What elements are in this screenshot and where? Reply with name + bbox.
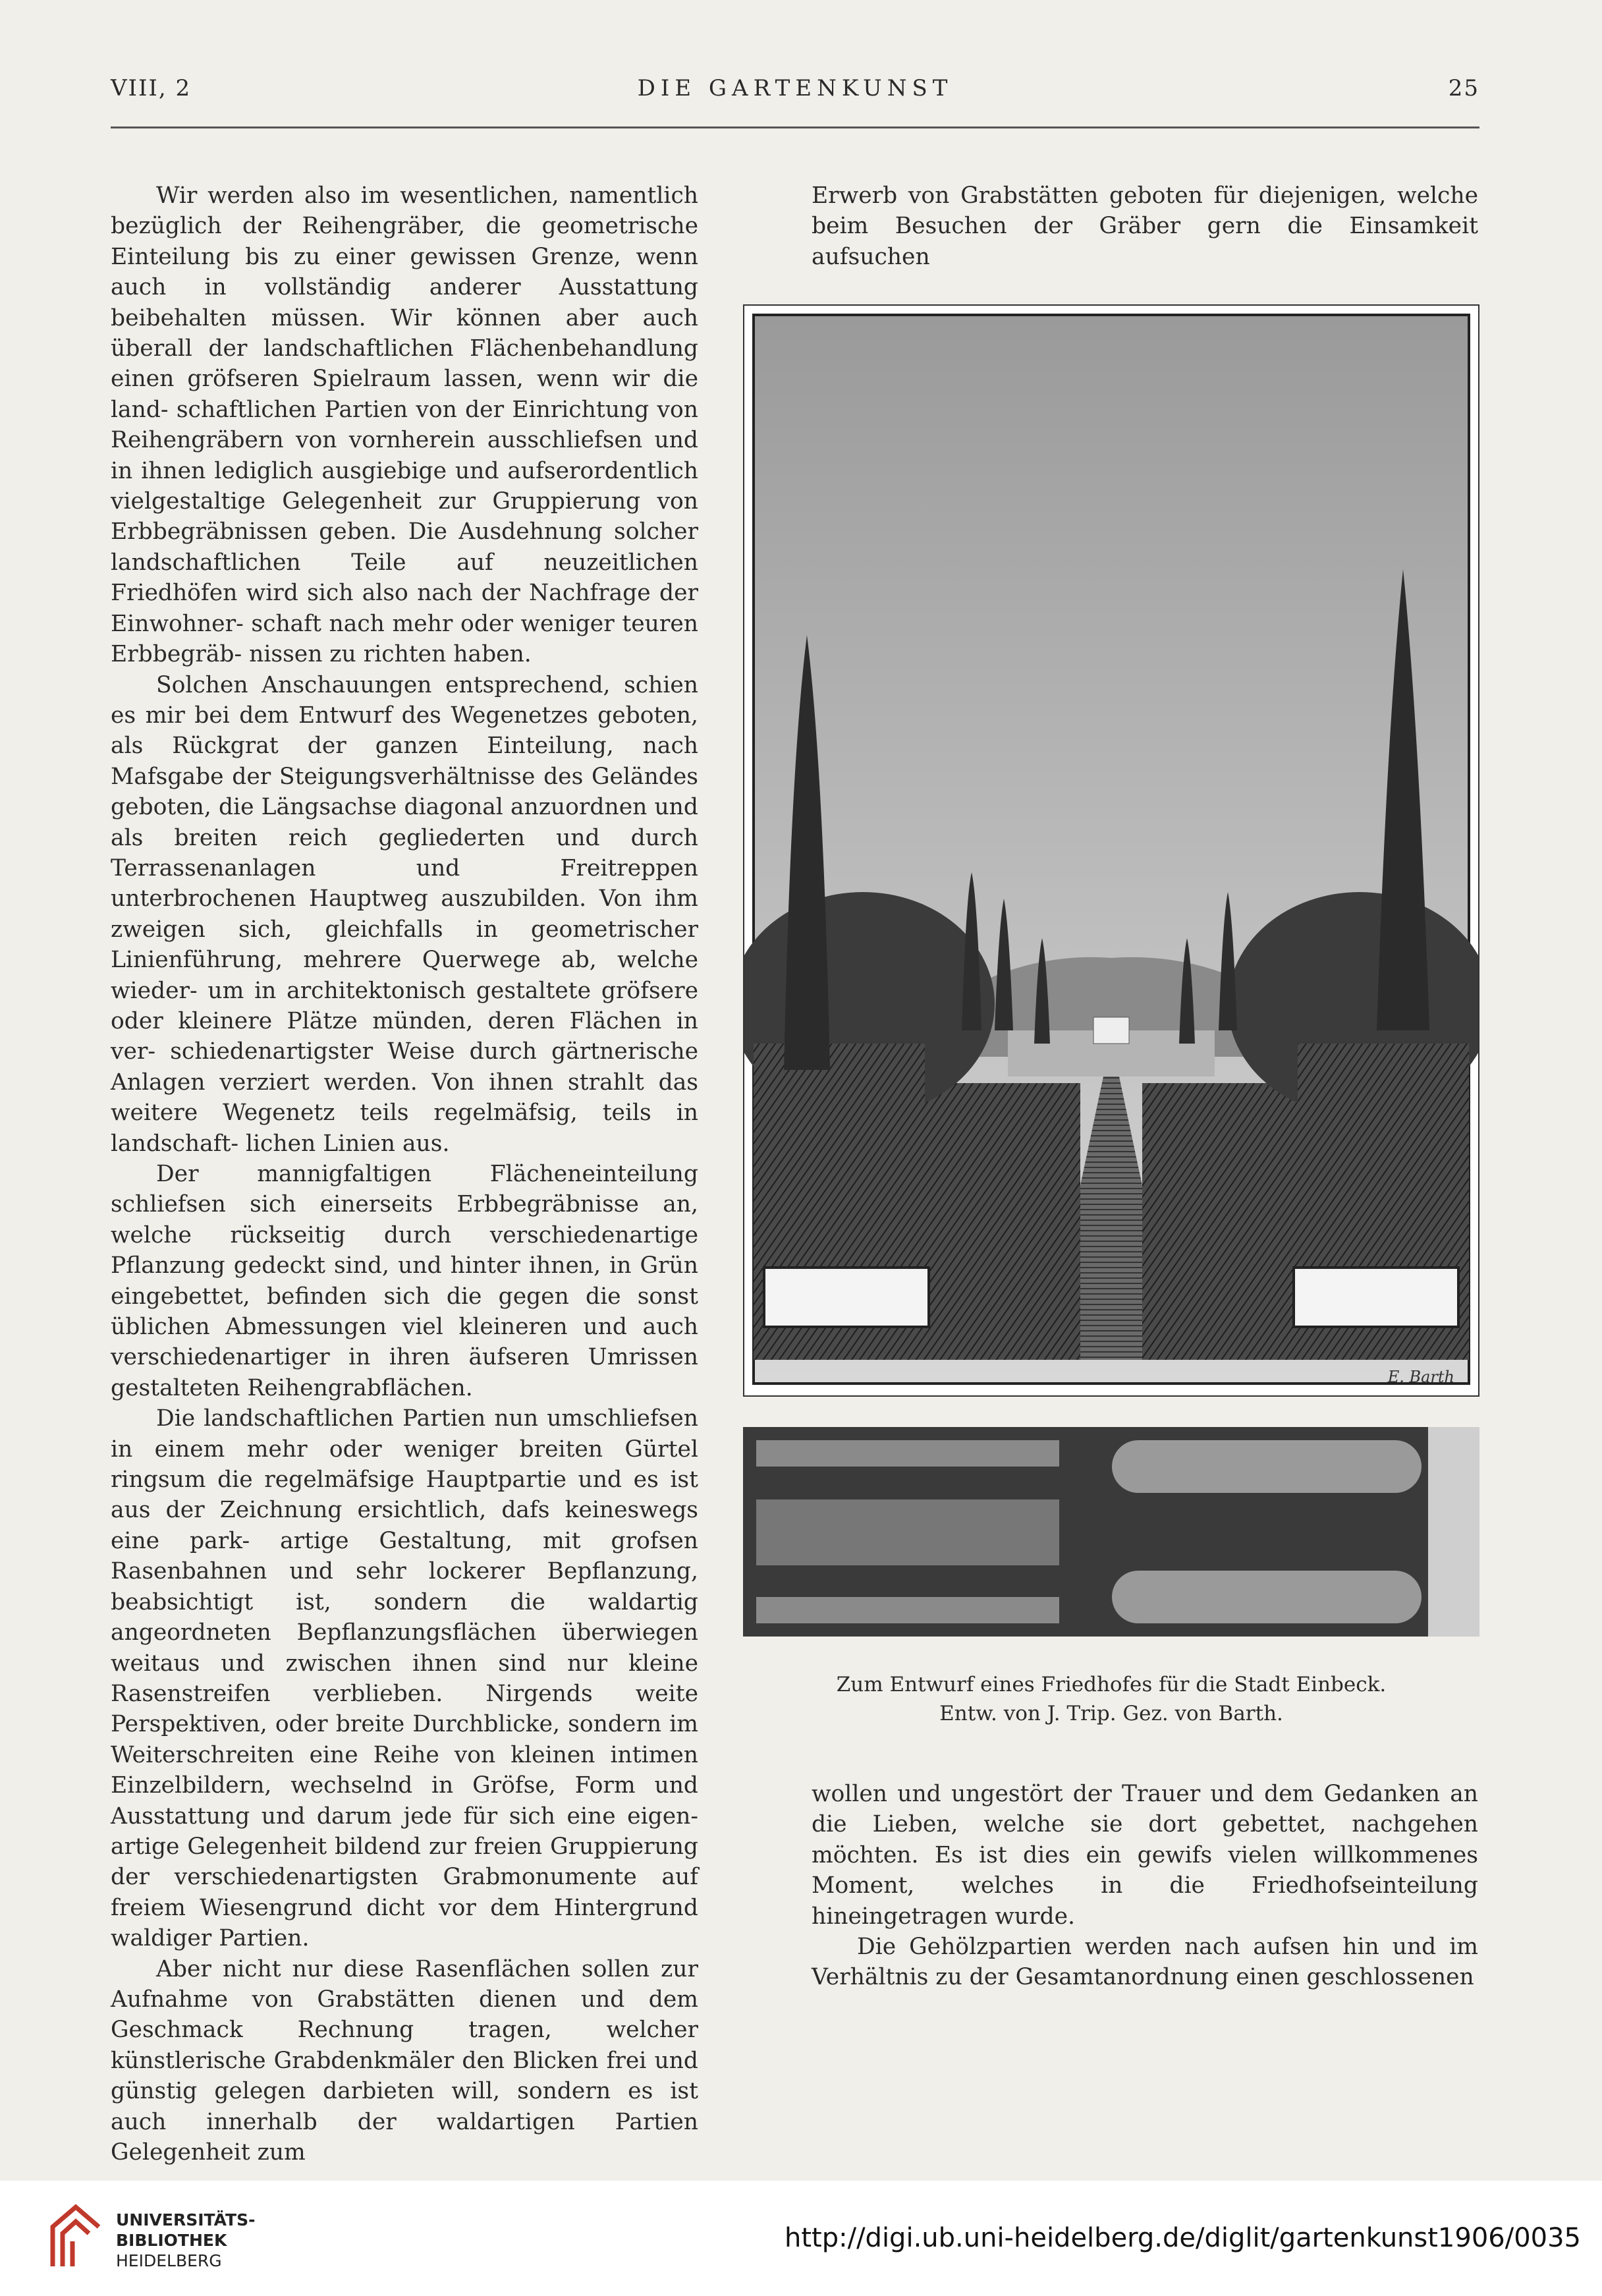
header-rule <box>111 126 1479 128</box>
paragraph: Solchen Anschauungen entsprechend, schien es mir bei dem Entwurf des Wegenetzes geboten, als Rückgrat der ganzen Einteilung, nach Mafsgabe der Steigungsverhältnisse des Geländes geboten, die Längsachse diagonal anzuordnen und als breiten reich gegliederten und durch Terrassenanlagen und Freitreppen unterbrochenen Hauptweg auszubilden. Von ihm zweigen sich, gleichfalls in geometrischer Linienführung, mehrere Querwege ab, welche wieder- um in architektonisch gestaltete gröfsere oder kleinere Plätze münden, deren Flächen in ver- schiedenartigster Weise durch gärtnerische Anlagen verziert werden. Von ihnen strahlt das weitere Wegenetz teils regelmäfsig, teils in landschaft- lichen Linien aus. <box>111 671 698 1157</box>
right-column-top <box>812 181 1478 272</box>
paragraph: Die Gehölzpartien werden nach aufsen hin und im Verhältnis zu der Gesamtanordnung einen geschlossenen <box>812 1934 1478 1991</box>
library-name-line: BIBLIOTHEK <box>116 2231 227 2250</box>
library-name-line: UNIVERSITÄTS- <box>116 2210 256 2229</box>
perspective-drawing <box>743 304 1479 1397</box>
library-city: HEIDELBERG <box>116 2251 222 2270</box>
page-header <box>111 75 1479 115</box>
caption-line: Zum Entwurf eines Friedhofes für die Stadt Einbeck. <box>836 1673 1387 1696</box>
library-footer <box>0 2181 1602 2296</box>
cemetery-perspective-illustration <box>744 306 1478 1395</box>
paragraph: wollen und ungestört der Trauer und dem Gedanken an die Lieben, welche sie dort gebettet, nachgehen möchten. Es ist dies ein gewifs vielen willkommenes Moment, welches in die Friedhofseinteilung hineingetragen wurde. <box>812 1781 1478 1930</box>
caption-credit: Entw. von J. Trip. Gez. von Barth. <box>939 1702 1283 1725</box>
paragraph: Wir werden also im wesentlichen, namentlich bezüglich der Reihengräber, die geometrische Einteilung bis zu einer gewissen Grenze, wenn auch in vollständig anderer Ausstattung beibehalten müssen. Wir können aber auch überall der landschaftlichen Flächenbehandlung einen gröfseren Spielraum lassen, wenn wir die land- schaftlichen Partien von der Einrichtung von Reihengräbern von vornherein ausschliefsen und in ihnen lediglich ausgiebige und aufserordentlich vielgestaltige Gelegenheit zur Gruppierung von Erbbegräbnissen geben. Die Ausdehnung solcher landschaftlichen Teile auf neuzeitlichen Friedhöfen wird sich also nach der Nachfrage der Einwohner- schaft nach mehr oder weniger teuren Erbbegräb- nissen zu richten haben. <box>111 182 698 668</box>
paragraph: Der mannigfaltigen Flächeneinteilung schliefsen sich einerseits Erbbegräbnisse an, welche rückseitig durch verschiedenartige Pflanzung gedeckt sind, und hinter ihnen, in Grün eingebettet, befinden sich die gegen die sonst üblichen Abmessungen viel kleineren und auch verschiedenartiger in ihren äufseren Umrissen gestalteten Reihengrabflächen. <box>111 1161 698 1401</box>
site-plan-strip <box>743 1427 1479 1637</box>
volume-number: VIII, 2 <box>111 75 192 101</box>
paragraph: Die landschaftlichen Partien nun umschliefsen in einem mehr oder weniger breiten Gürtel ringsum die regelmäfsige Hauptpartie und es ist aus der Zeichnung ersichtlich, dafs keineswegs eine park- artige Gestaltung, mit grofsen Rasenbahnen und sehr lockerer Bepflanzung, beabsichtigt ist, sondern die waldartig angeordneten Bepflanzungsflächen überwiegen weitaus und zwischen ihnen sind nur kleine Rasenstreifen verblieben. Nirgends weite Perspektiven, oder breite Durchblicke, sondern im Weiterschreiten eine Reihe von kleinen intimen Einzelbildern, wechselnd in Gröfse, Form und Ausstattung und darum jede für sich eine eigen- artige Gelegenheit bildend zur freien Gruppierung der verschiedenartigsten Grabmonumente auf freiem Wiesengrund dicht vor dem Hintergrund waldiger Partien. <box>111 1405 698 1952</box>
right-column-bottom <box>812 1779 1478 1993</box>
university-library-logo-icon <box>46 2200 105 2273</box>
paragraph-continuation: Erwerb von Grabstätten geboten für diejenigen, welche beim Besuchen der Gräber gern die Einsamkeit aufsuchen <box>812 182 1478 270</box>
library-name <box>116 2210 255 2271</box>
journal-title: DIE GARTENKUNST <box>637 75 953 101</box>
left-column <box>111 181 698 2168</box>
cemetery-figure <box>743 304 1479 1637</box>
artist-signature: E. Barth <box>1387 1368 1454 1386</box>
source-url-link[interactable]: http://digi.ub.uni-heidelberg.de/diglit/gartenkunst1906/0035 <box>785 2223 1581 2253</box>
paragraph: Aber nicht nur diese Rasenflächen sollen zur Aufnahme von Grabstätten dienen und dem Geschmack Rechnung tragen, welcher künstlerische Grabdenkmäler den Blicken frei und günstig gelegen darbieten will, sondern es ist auch innerhalb der waldartigen Partien Gelegenheit zum <box>111 1955 698 2166</box>
page-number: 25 <box>1448 75 1479 101</box>
figure-caption <box>743 1670 1479 1728</box>
